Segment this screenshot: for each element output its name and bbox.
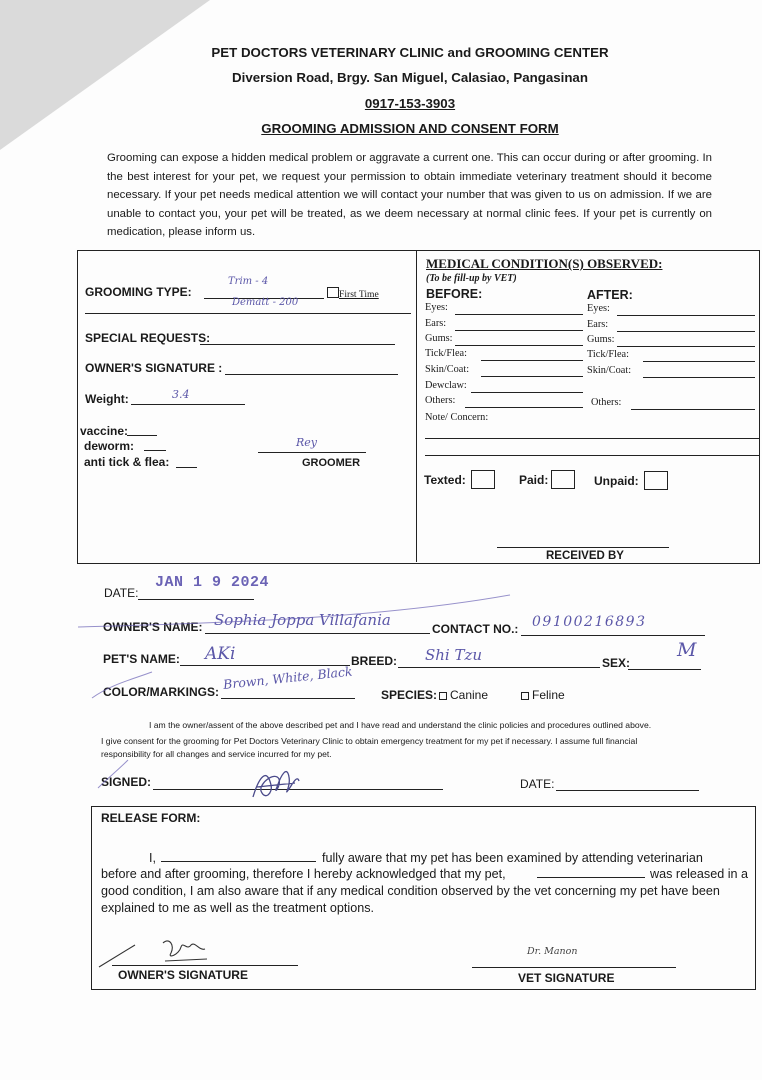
vaccine-label: vaccine:: [80, 424, 129, 438]
before-label: BEFORE:: [426, 287, 483, 301]
release-line3: good condition, I am also aware that if any medical condition observed by the vet concerning my pet have been: [101, 884, 720, 898]
intro-paragraph: Grooming can expose a hidden medical problem or aggravate a current one. This can occur during or after grooming. In the best interest for your pet, we request your permission to obtain immediate veterinary treatment should it become necessary. If your pet needs medical attention we will contact your number that was given to us on admission. If we are unable to contact you, your pet will be treated, as we deem necessary at normal clinic fees. If your pet is currently on medication, please inform us.: [107, 152, 712, 239]
groomer-label: GROOMER: [302, 457, 361, 469]
after-item-line[interactable]: [617, 331, 755, 332]
owner-signature-label: OWNER'S SIGNATURE :: [85, 361, 223, 375]
before-item-dewclaw: Dewclaw:: [425, 380, 467, 391]
after-item-line[interactable]: [643, 361, 755, 362]
after-item-line[interactable]: [617, 346, 755, 347]
before-item-skincoat: Skin/Coat:: [425, 364, 470, 375]
pet-name-value: AKi: [205, 644, 236, 664]
date-stamp: JAN 1 9 2024: [155, 574, 270, 591]
signed-label: SIGNED:: [101, 775, 152, 789]
release-line4: explained to me as well as the treatment options.: [101, 901, 375, 915]
contact-value: 09100216893: [532, 614, 647, 630]
received-by-label: RECEIVED BY: [546, 550, 624, 562]
before-item-line[interactable]: [465, 407, 583, 408]
after-item-line[interactable]: [631, 409, 755, 410]
deworm-label: deworm:: [84, 439, 135, 453]
after-item-others: Others:: [591, 397, 622, 408]
after-item-line[interactable]: [643, 377, 755, 378]
weight-line[interactable]: [131, 404, 245, 405]
before-item-ears: Ears:: [425, 318, 447, 329]
before-item-line[interactable]: [481, 360, 583, 361]
release-line2-b: was released in a: [650, 867, 749, 881]
feline-label: Feline: [532, 688, 565, 702]
pet-name-label: PET'S NAME:: [103, 652, 180, 666]
weight-value: 3.4: [172, 388, 190, 401]
weight-label: Weight:: [85, 392, 129, 406]
vet-sig-line[interactable]: [472, 967, 676, 968]
owner-name-label: OWNER'S NAME:: [103, 620, 203, 634]
medical-subtitle: (To be fill-up by VET): [426, 273, 517, 284]
before-item-gums: Gums:: [425, 333, 453, 344]
release-owner-sig-label: OWNER'S SIGNATURE: [118, 968, 248, 982]
after-item-gums: Gums:: [587, 334, 615, 345]
grooming-type-label: GROOMING TYPE:: [85, 285, 192, 299]
release-line2-a: before and after grooming, therefore I hereby acknowledged that my pet,: [101, 867, 506, 881]
species-label: SPECIES:: [381, 688, 438, 702]
special-requests-line[interactable]: [200, 344, 395, 345]
canine-label: Canine: [450, 688, 489, 702]
after-item-skincoat: Skin/Coat:: [587, 365, 632, 376]
paid-checkbox[interactable]: [551, 470, 575, 489]
form-title: GROOMING ADMISSION AND CONSENT FORM: [261, 121, 559, 136]
grooming-type-line-2: [85, 313, 411, 314]
clinic-address: Diversion Road, Brgy. San Miguel, Calasiao, Pangasinan: [232, 70, 588, 85]
grooming-type-value-1: Trim - 4: [228, 276, 269, 287]
before-item-line[interactable]: [455, 330, 583, 331]
note-line-1[interactable]: [425, 438, 759, 439]
owner-name-value: Sophia Joppa Villafania: [214, 611, 391, 629]
after-item-eyes: Eyes:: [587, 303, 610, 314]
vet-sig-label: VET SIGNATURE: [518, 971, 615, 985]
paid-label: Paid:: [519, 473, 549, 487]
medical-title: MEDICAL CONDITION(S) OBSERVED:: [426, 256, 663, 271]
color-markings-value: Brown, White, Black: [222, 663, 354, 692]
before-item-line[interactable]: [481, 376, 583, 377]
owner-signature-line[interactable]: [225, 374, 398, 375]
note-label: Note/ Concern:: [425, 412, 489, 423]
pen-marks: [70, 590, 590, 820]
antitick-line[interactable]: [176, 467, 197, 468]
consent-line-3: responsibility for all changes and service incurred for my pet.: [101, 749, 332, 759]
sex-value: M: [677, 639, 697, 661]
breed-value: Shi Tzu: [425, 646, 483, 664]
after-item-line[interactable]: [617, 315, 755, 316]
note-line-2[interactable]: [425, 455, 759, 456]
breed-label: BREED:: [351, 654, 398, 668]
contact-label: CONTACT NO.:: [432, 622, 519, 636]
release-title: RELEASE FORM:: [101, 811, 201, 825]
vaccine-line[interactable]: [127, 435, 157, 436]
after-item-ears: Ears:: [587, 319, 609, 330]
release-line1-b: fully aware that my pet has been examined by attending veterinarian: [322, 851, 703, 865]
vet-name: Dr. Manon: [527, 946, 578, 957]
texted-label: Texted:: [424, 473, 466, 487]
clinic-phone: 0917-153-3903: [364, 96, 456, 111]
release-line1-a: I,: [149, 851, 156, 865]
before-item-line[interactable]: [471, 392, 583, 393]
before-item-others: Others:: [425, 395, 456, 406]
owner-release-signature: [95, 935, 215, 969]
groomer-line[interactable]: [258, 452, 366, 453]
first-time-label: First Time: [339, 289, 379, 300]
unpaid-label: Unpaid:: [594, 474, 639, 488]
after-item-tickflea: Tick/Flea:: [587, 349, 629, 360]
sex-label: SEX:: [602, 656, 631, 670]
date2-label: DATE:: [520, 777, 555, 791]
before-item-line[interactable]: [455, 314, 583, 315]
before-item-eyes: Eyes:: [425, 302, 448, 313]
release-pet-name-line[interactable]: [537, 877, 645, 878]
date-label: DATE:: [104, 586, 139, 600]
before-item-tickflea: Tick/Flea:: [425, 348, 467, 359]
box-divider: [416, 250, 417, 562]
color-markings-label: COLOR/MARKINGS:: [103, 685, 219, 699]
after-label: AFTER:: [587, 288, 633, 302]
antitick-label: anti tick & flea:: [84, 455, 170, 469]
deworm-line[interactable]: [144, 450, 166, 451]
groomer-name: Rey: [296, 436, 318, 449]
special-requests-label: SPECIAL REQUESTS:: [85, 331, 211, 345]
before-item-line[interactable]: [455, 345, 583, 346]
consent-line-1: I am the owner/assent of the above described pet and I have read and understand the clinic policies and procedures outlined above.: [149, 720, 652, 730]
consent-line-2: I give consent for the grooming for Pet Doctors Veterinary Clinic to obtain emergency treatment for my pet if necessary. I assume full financial: [101, 736, 638, 746]
unpaid-checkbox[interactable]: [644, 471, 668, 490]
release-owner-sig-line[interactable]: [112, 965, 298, 966]
sex-line[interactable]: [628, 669, 701, 670]
release-owner-name-line[interactable]: [161, 861, 316, 862]
grooming-type-value-2: Dematt - 200: [232, 297, 299, 308]
clinic-name: PET DOCTORS VETERINARY CLINIC and GROOMING CENTER: [211, 45, 609, 60]
first-time-checkbox[interactable]: [327, 287, 339, 298]
received-by-line[interactable]: [497, 547, 669, 548]
texted-checkbox[interactable]: [471, 470, 495, 489]
